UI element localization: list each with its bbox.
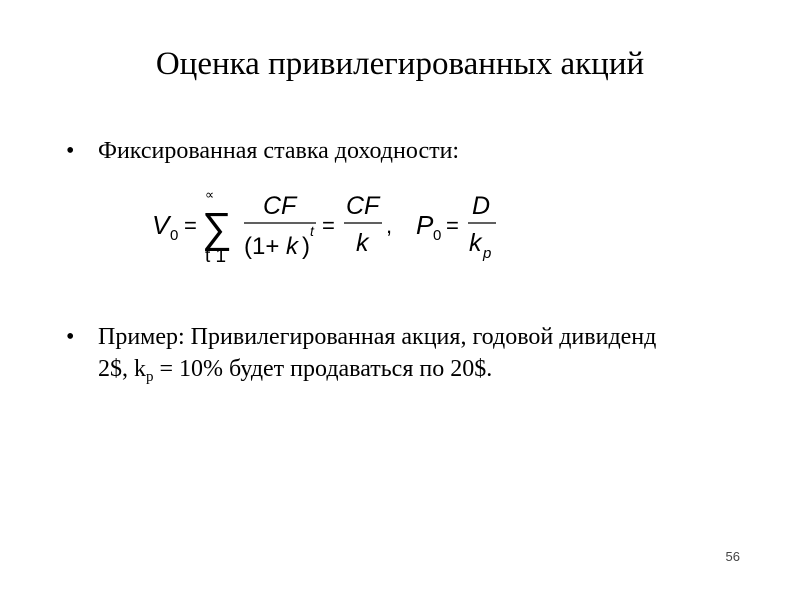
sum-lower-limit: t 1 [205, 246, 227, 267]
valuation-formula [150, 186, 510, 272]
fraction3-denominator-sub: p [483, 245, 492, 262]
fraction2-numerator: CF [346, 192, 380, 220]
bullet-symbol: • [66, 138, 75, 164]
example-kp-subscript: p [146, 369, 154, 385]
fraction1-power: t [310, 223, 314, 239]
bullet-text: Фиксированная ставка доходности: [98, 138, 460, 164]
fraction3-denominator-k: k [469, 229, 482, 257]
slide-title: Оценка привилегированных акций [155, 46, 645, 82]
bullet-example [66, 322, 766, 386]
formula-equals-2: = [322, 213, 335, 238]
formula-p-sub: 0 [433, 227, 442, 244]
fraction2-denominator: k [356, 229, 369, 257]
page-number: 56 [725, 549, 740, 564]
formula-equals-3: = [446, 213, 459, 238]
fraction3-numerator: D [472, 192, 491, 220]
formula-v-sub: 0 [170, 227, 179, 244]
sum-upper-limit: ∝ [205, 187, 215, 202]
formula-p: P [416, 210, 434, 240]
fraction1-denominator-k: k [286, 233, 298, 260]
bullet-fixed-rate [66, 136, 766, 166]
example-line-2 [98, 354, 492, 387]
formula-equals-1: = [184, 213, 197, 238]
sum-symbol: ∑ [202, 204, 232, 251]
formula-v: V [152, 210, 170, 240]
example-line-1: Пример: Привилегированная акция, годовой дивиденд [98, 324, 657, 350]
fraction1-denominator-close: ) [302, 233, 310, 260]
bullet-symbol: • [66, 324, 75, 350]
example-line-2-start: 2$, k [98, 356, 146, 382]
fraction1-numerator: CF [263, 192, 297, 220]
example-line-2-end: = 10% будет продаваться по 20$. [153, 356, 493, 382]
fraction1-denominator-open: (1+ [244, 233, 280, 260]
formula-comma: , [386, 213, 393, 238]
